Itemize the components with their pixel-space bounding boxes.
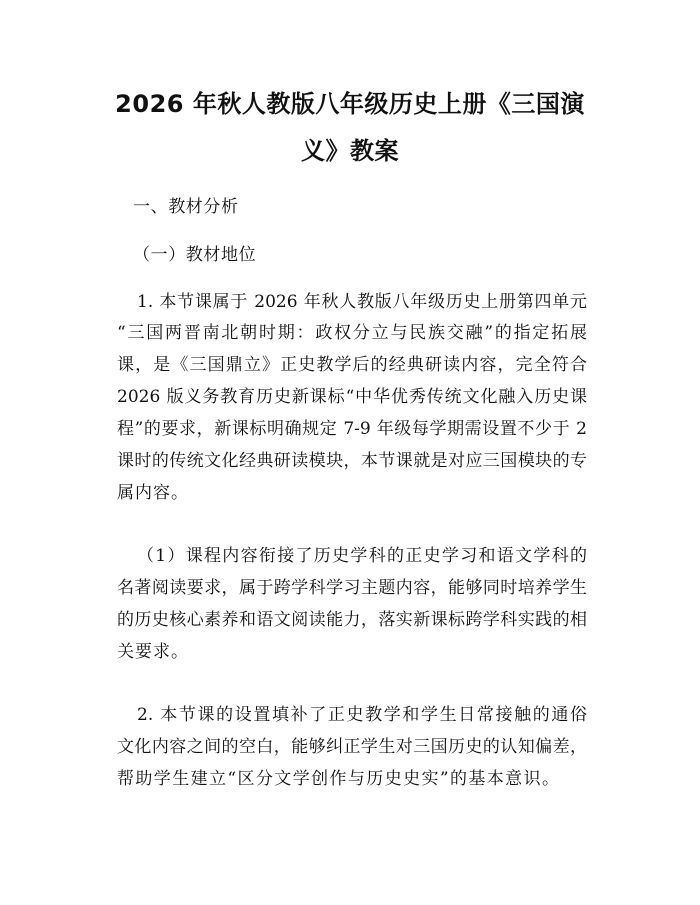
- paragraph-1-line-6: 课时的传统文化经典研读模块，本节课就是对应三国模块的专: [117, 451, 587, 471]
- paragraph-1-line-4: 2026 版义务教育历史新课标“中华优秀传统文化融入历史课: [117, 387, 587, 407]
- paragraph-2-line-1: （1）课程内容衔接了历史学科的正史学习和语文学科的: [137, 546, 587, 566]
- paragraph-1-line-2: “三国两晋南北朝时期：政权分立与民族交融”的指定拓展: [117, 323, 587, 343]
- paragraph-2-line-3: 的历史核心素养和语文阅读能力，落实新课标跨学科实践的相: [117, 610, 587, 630]
- paragraph-1-line-1: 1. 本节课属于 2026 年秋人教版八年级历史上册第四单元: [137, 292, 587, 312]
- document-title-line-2: 义》教案: [301, 137, 399, 165]
- paragraph-2-line-2: 名著阅读要求，属于跨学科学习主题内容，能够同时培养学生: [117, 578, 587, 598]
- paragraph-3-line-2: 文化内容之间的空白，能够纠正学生对三国历史的认知偏差，: [117, 737, 587, 757]
- paragraph-2-line-4: 关要求。: [117, 642, 189, 662]
- paragraph-1-line-5: 程”的要求，新课标明确规定 7-9 年级每学期需设置不少于 2: [117, 419, 587, 439]
- paragraph-3-line-1: 2. 本节课的设置填补了正史教学和学生日常接触的通俗: [137, 705, 587, 725]
- paragraph-3-line-3: 帮助学生建立“区分文学创作与历史史实”的基本意识。: [117, 769, 561, 789]
- subsection-heading: （一）教材地位: [133, 245, 257, 265]
- section-heading: 一、教材分析: [133, 197, 239, 217]
- paragraph-1-line-7: 属内容。: [117, 483, 189, 503]
- document-title-line-1: 2026 年秋人教版八年级历史上册《三国演: [115, 90, 585, 118]
- paragraph-1-line-3: 课，是《三国鼎立》正史教学后的经典研读内容，完全符合: [117, 355, 587, 375]
